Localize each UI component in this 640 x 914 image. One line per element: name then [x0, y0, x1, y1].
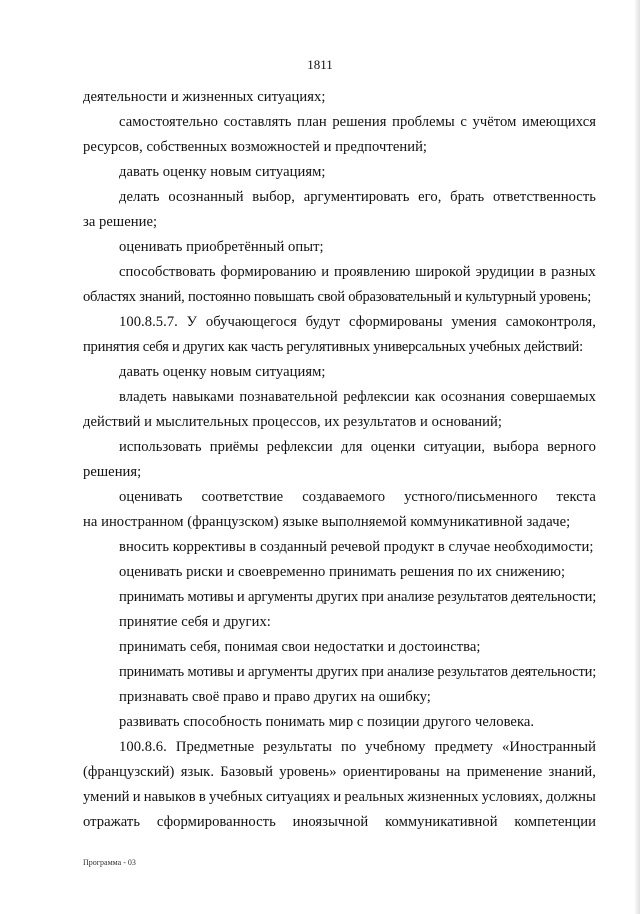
w: У — [186, 314, 198, 330]
w: и — [333, 789, 342, 805]
w: умения — [451, 314, 497, 330]
w: разных — [551, 264, 596, 280]
w: результаты — [263, 739, 332, 755]
w: текста — [556, 489, 596, 505]
w: применение — [466, 764, 543, 780]
line-26: развивать способность понимать мир с позиции другого человека. — [119, 714, 535, 730]
w: рефлексии — [266, 439, 333, 455]
w: знаний, — [548, 764, 596, 780]
w: владеть — [119, 389, 167, 405]
line-17 — [119, 488, 596, 506]
w: соответствие — [201, 489, 284, 505]
line-07: оценивать приобретённый опыт; — [119, 239, 324, 255]
w: ответственность — [492, 189, 596, 205]
w: создаваемого — [302, 489, 386, 505]
line-21: принимать мотивы и аргументы других при анализе результатов деятельности; — [119, 589, 597, 605]
w: ориентированы — [342, 764, 440, 780]
w: компетенции — [514, 814, 596, 830]
w: план — [297, 114, 327, 130]
line-18: на иностранном (французском) языке выполняемой коммуникативной задаче; — [83, 514, 571, 530]
w: аргументировать — [303, 189, 410, 205]
w: предмету — [434, 739, 493, 755]
w: навыков — [143, 789, 196, 805]
line-29 — [83, 788, 596, 806]
w: 100.8.6. — [119, 739, 167, 755]
w: эрудиции — [475, 264, 535, 280]
w: верного — [546, 439, 596, 455]
w: жизненных — [407, 789, 479, 805]
w: проявлению — [333, 264, 411, 280]
line-01: деятельности и жизненных ситуациях; — [83, 89, 326, 105]
w: для — [340, 439, 363, 455]
line-03: ресурсов, собственных возможностей и предпочтений; — [83, 139, 428, 155]
line-05 — [119, 188, 596, 206]
w: выбор, — [252, 189, 295, 205]
w: приёмы — [209, 439, 259, 455]
w: навыками — [172, 389, 234, 405]
w: осознанный — [168, 189, 244, 205]
w: брать — [450, 189, 485, 205]
w: в — [198, 789, 206, 805]
w: выбора — [493, 439, 539, 455]
w: ситуации, — [423, 439, 486, 455]
w: сформированность — [156, 814, 276, 830]
line-14: действий и мыслительных процессов, их результатов и оснований; — [83, 414, 502, 430]
w: оценки — [370, 439, 416, 455]
w: ситуациях — [266, 789, 331, 805]
w: «Иностранный — [502, 739, 596, 755]
w: составлять — [223, 114, 292, 130]
line-04: давать оценку новым ситуациям; — [119, 164, 326, 180]
page-edge-shadow — [634, 0, 640, 914]
w: его, — [418, 189, 442, 205]
w: иноязычной — [292, 814, 369, 830]
w: должны — [546, 789, 596, 805]
w: широкой — [415, 264, 471, 280]
line-22: принятие себя и других: — [119, 614, 271, 630]
w: осознания — [440, 389, 506, 405]
w: по — [340, 739, 357, 755]
line-20: оценивать риски и своевременно принимать решения по их снижению; — [119, 564, 566, 580]
w: имеющихся — [522, 114, 596, 130]
w: и — [132, 789, 141, 805]
line-08 — [119, 263, 596, 281]
w: с — [460, 114, 467, 130]
line-25: признавать своё право и право других на ошибку; — [119, 689, 431, 705]
w: 100.8.5.7. — [119, 314, 178, 330]
w: самоконтроля, — [505, 314, 596, 330]
line-15 — [119, 438, 596, 456]
w: проблемы — [392, 114, 455, 130]
w: учебных — [209, 789, 263, 805]
line-19: вносить коррективы в созданный речевой продукт в случае необходимости; — [119, 539, 594, 555]
line-06: за решение; — [83, 214, 158, 230]
w: в — [539, 264, 547, 280]
w: реальных — [344, 789, 405, 805]
w: на — [446, 764, 461, 780]
w: самостоятельно — [119, 114, 219, 130]
w: Базовый — [220, 764, 273, 780]
line-13 — [119, 388, 596, 406]
w: условиях, — [481, 789, 543, 805]
w: и — [321, 264, 330, 280]
w: язык. — [180, 764, 215, 780]
line-11: принятия себя и других как часть регулятивных универсальных учебных действий: — [83, 339, 583, 355]
w: оценивать — [119, 489, 183, 505]
w: устного/письменного — [404, 489, 538, 505]
w: решения — [332, 114, 387, 130]
page-number: 1811 — [307, 57, 333, 72]
w: учебному — [365, 739, 426, 755]
w: будут — [305, 314, 341, 330]
line-24: принимать мотивы и аргументы других при анализе результатов деятельности; — [119, 664, 597, 680]
w: Предметные — [175, 739, 255, 755]
w: использовать — [119, 439, 202, 455]
line-16: решения; — [83, 464, 142, 480]
line-12: давать оценку новым ситуациям; — [119, 364, 326, 380]
w: (французский) — [83, 764, 175, 780]
line-23: принимать себя, понимая свои недостатки и достоинства; — [119, 639, 481, 655]
w: уровень» — [279, 764, 337, 780]
w: как — [414, 389, 436, 405]
w: учётом — [472, 114, 517, 130]
w: сформированы — [349, 314, 443, 330]
w: делать — [119, 189, 160, 205]
w: коммуникативной — [385, 814, 498, 830]
line-09: областях знаний, постоянно повышать свой образовательный и культурный уровень; — [83, 289, 592, 305]
w: обучающегося — [205, 314, 297, 330]
line-02 — [119, 113, 596, 131]
line-30 — [83, 813, 596, 831]
w: познавательной — [239, 389, 338, 405]
w: отражать — [83, 814, 141, 830]
line-27 — [119, 738, 596, 756]
footer-label: Программа - 03 — [83, 858, 136, 867]
line-10 — [119, 313, 596, 331]
w: способствовать — [119, 264, 216, 280]
w: совершаемых — [510, 389, 596, 405]
w: рефлексии — [343, 389, 410, 405]
w: формированию — [220, 264, 317, 280]
w: умений — [83, 789, 130, 805]
line-28 — [83, 763, 596, 781]
